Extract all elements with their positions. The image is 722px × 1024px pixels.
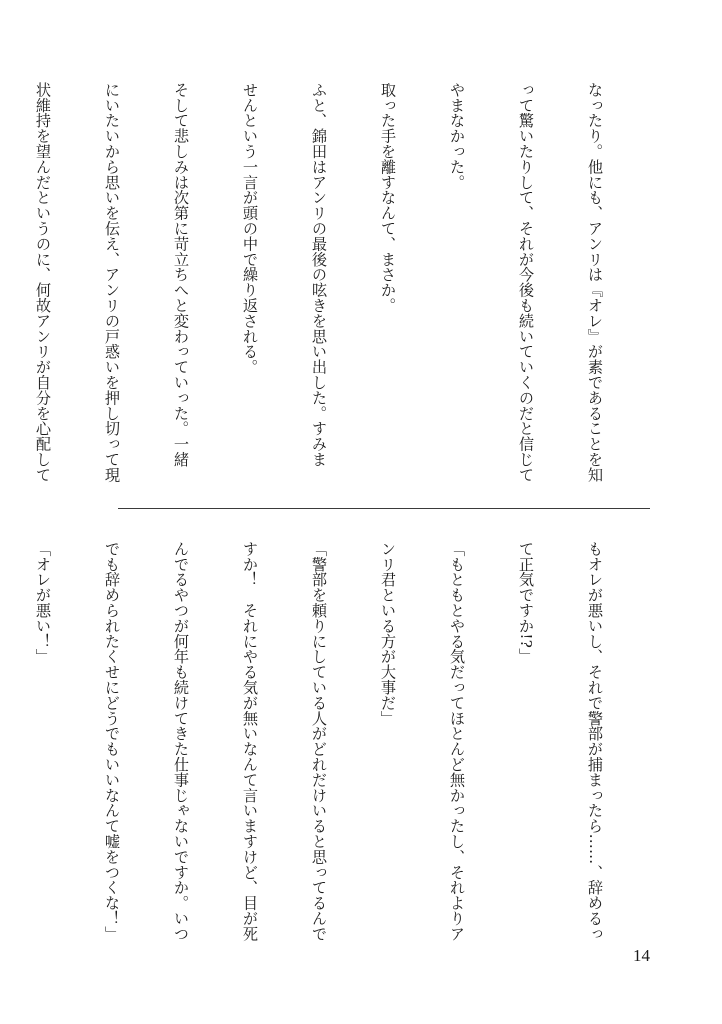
text-column: 状維持を望んだというのに、何故アンリが自分を心配して [34, 82, 52, 483]
text-column: て正気ですか!?」 [517, 541, 535, 664]
text-column: せんという一言が頭の中で繰り返される。 [241, 82, 259, 375]
text-column: でも辞められたくせにどうでもいいなんて嘘をつくな！」 [103, 541, 121, 942]
text-column: ふと、錦田はアンリの最後の呟きを思い出した。すみま [310, 82, 328, 467]
text-column: すか！ それにやる気が無いなんて言いますけど、目が死 [241, 541, 259, 942]
text-column: って驚いたりして、それが今後も続いていくのだと信じて [517, 82, 535, 483]
text-column: ンリ君といる方が大事だ」 [379, 541, 397, 726]
section-divider [118, 508, 650, 509]
text-column: そして悲しみは次第に苛立ちへと変わっていった。一緒 [172, 82, 190, 467]
text-column: 「もともとやる気だってほとんど無かったし、それよりア [448, 541, 466, 942]
text-column: もオレが悪いし、それで警部が捕まったら……、辞めるっ [586, 541, 604, 942]
text-column: なったり。他にも、アンリは『オレ』が素であることを知 [586, 82, 604, 483]
top-text-block [0, 82, 652, 482]
text-column: 取った手を離すなんて、まさか。 [379, 82, 397, 313]
page-number: 14 [633, 946, 650, 965]
text-column: にいたいから思いを伝え、アンリの戸惑いを押し切って現 [103, 82, 121, 483]
text-column: んでるやつが何年も続けてきた仕事じゃないですか。いつ [172, 541, 190, 942]
bottom-text-block [0, 541, 652, 941]
text-column: 「オレが悪い！」 [34, 541, 52, 665]
text-column: 「警部を頼りにしている人がどれだけいると思ってるんで [310, 541, 328, 942]
text-column: やまなかった。 [448, 82, 466, 190]
